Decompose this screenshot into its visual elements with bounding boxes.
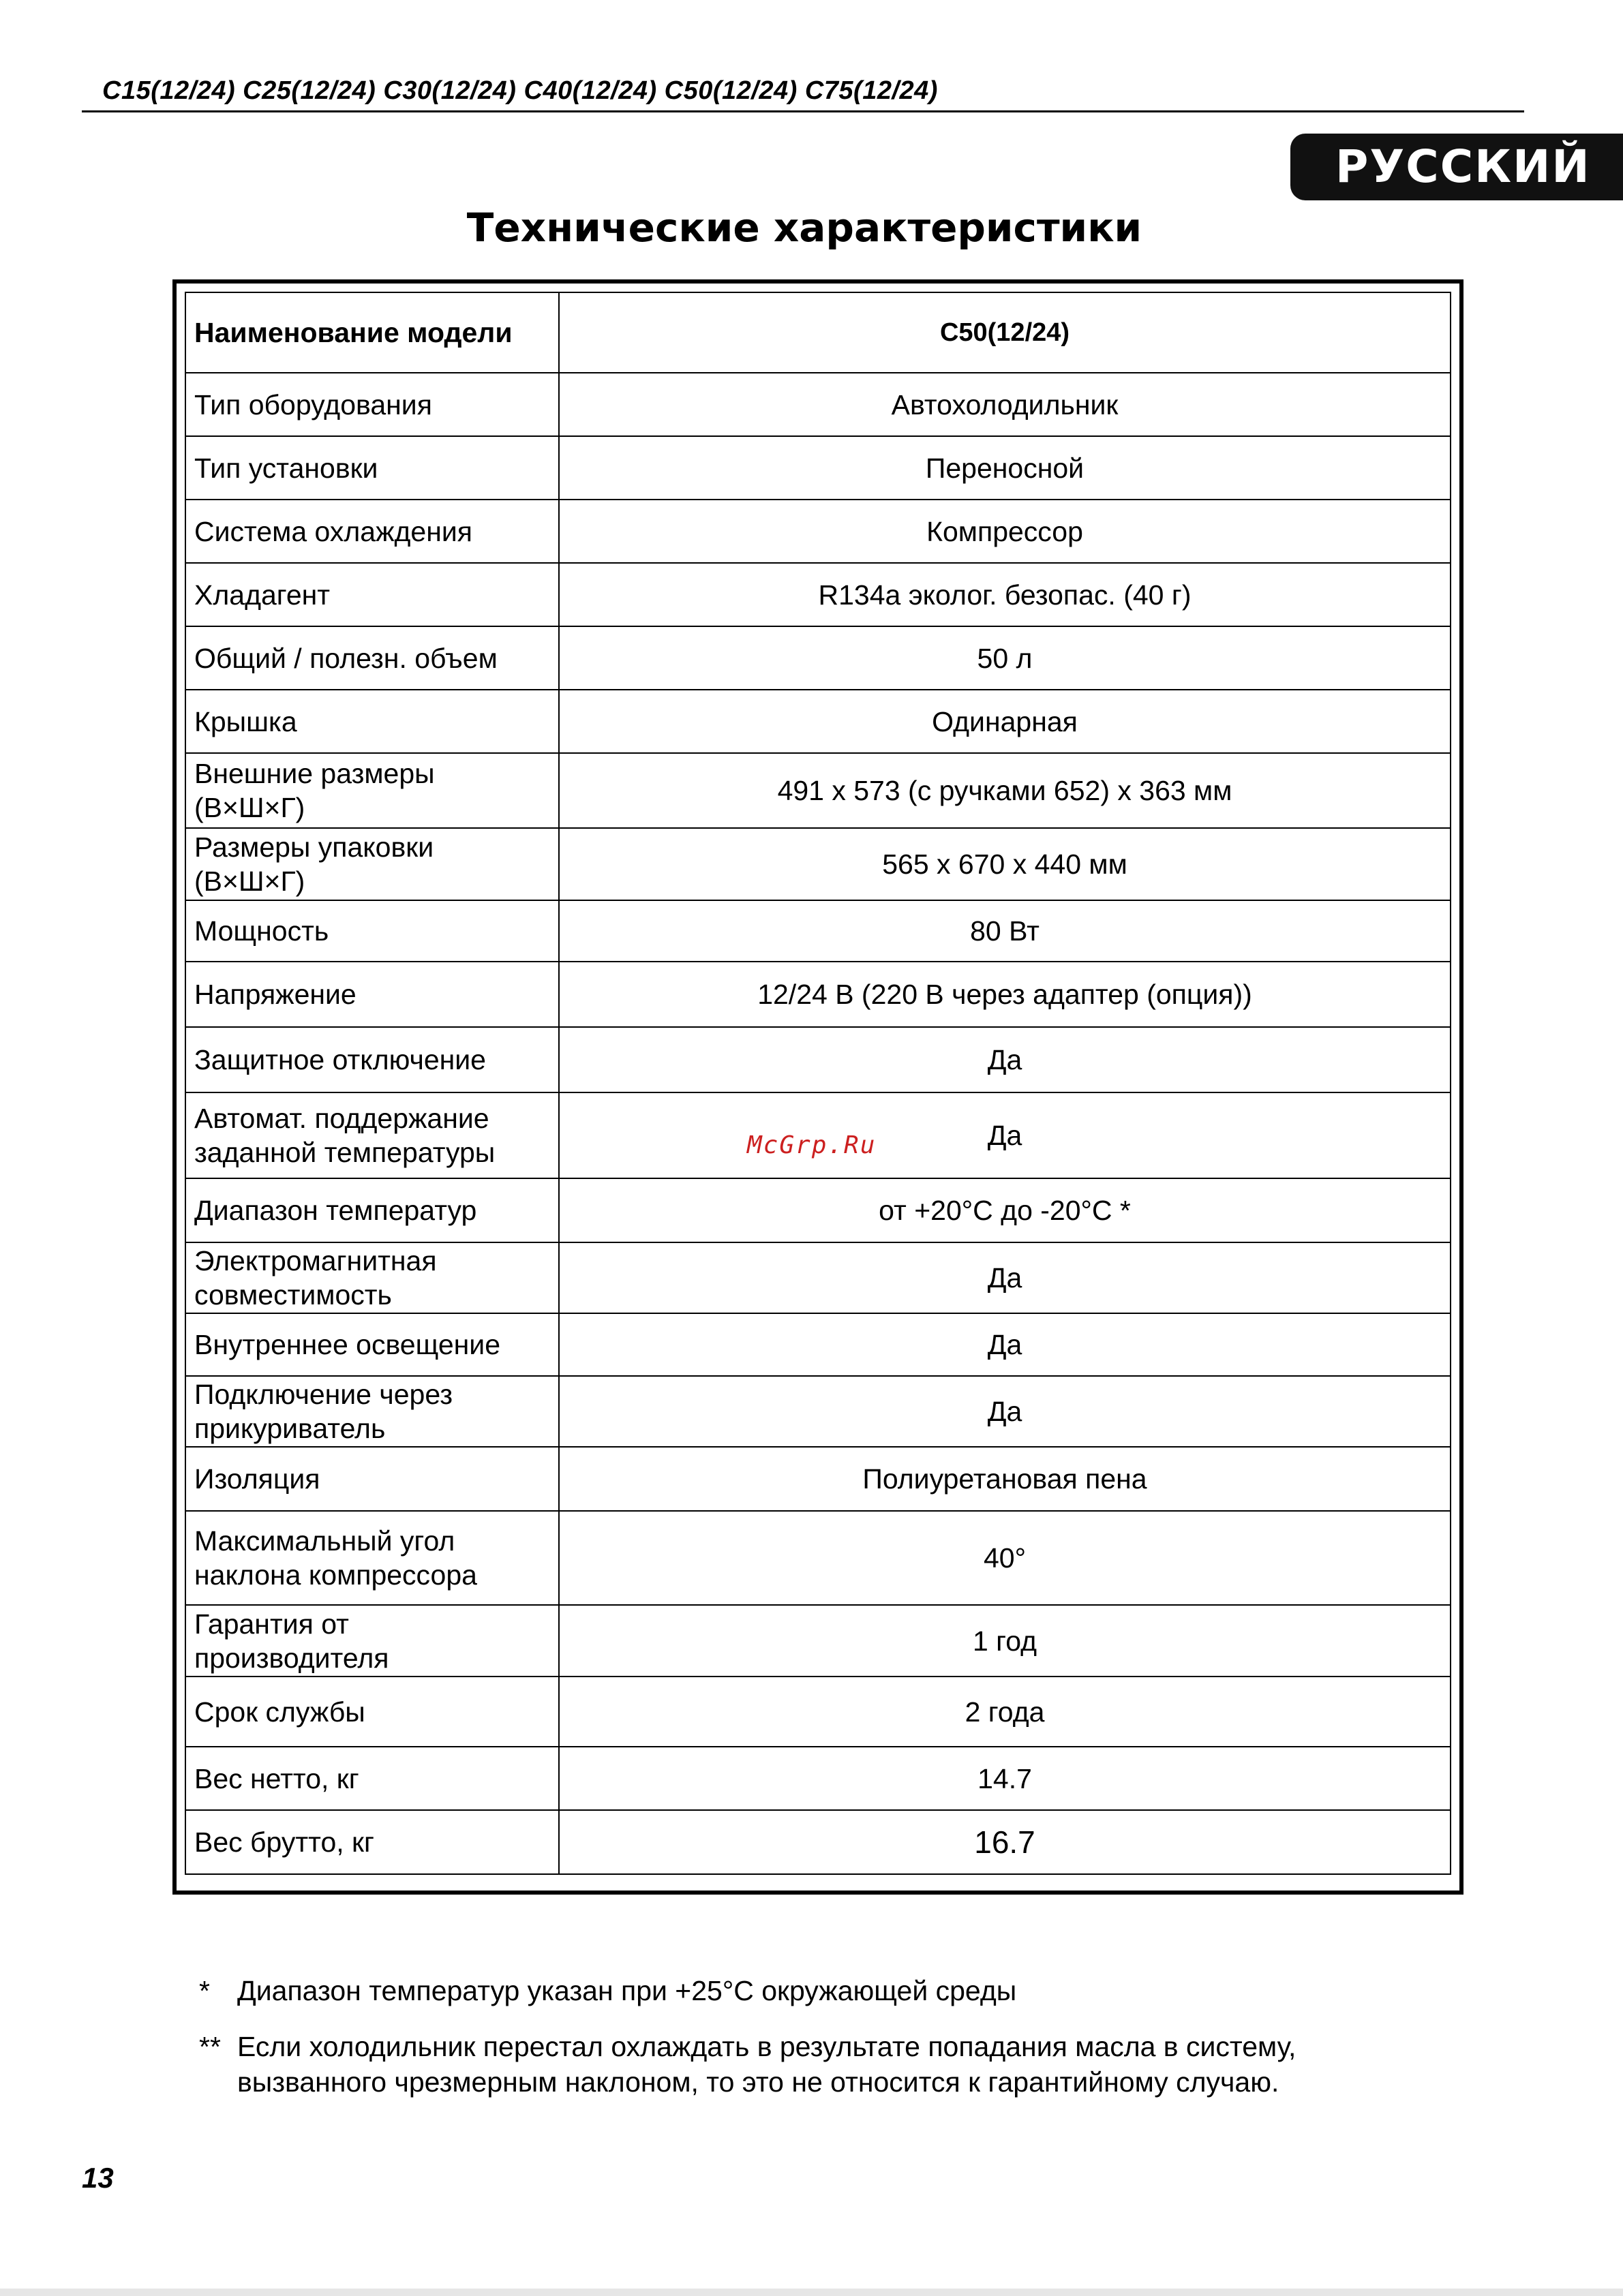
- spec-label: Тип оборудования: [185, 373, 559, 436]
- table-row: [185, 500, 1451, 563]
- table-row: [185, 1605, 1451, 1677]
- spec-value: Да: [559, 1313, 1451, 1376]
- specifications-table: [185, 292, 1451, 1875]
- spec-value: 16.7: [559, 1810, 1451, 1874]
- table-row: [185, 900, 1451, 962]
- table-row: [185, 753, 1451, 828]
- spec-label: Напряжение: [185, 962, 559, 1027]
- language-badge: РУССКИЙ: [1290, 134, 1623, 200]
- spec-label: Гарантия от производителя: [185, 1605, 559, 1677]
- spec-value: 565 x 670 x 440 мм: [559, 828, 1451, 900]
- spec-value: 12/24 В (220 В через адаптер (опция)): [559, 962, 1451, 1027]
- table-row: [185, 1511, 1451, 1605]
- table-row: [185, 828, 1451, 900]
- spec-value: R134a эколог. безопас. (40 г): [559, 563, 1451, 626]
- footnote-text: Если холодильник перестал охлаждать в результате попадания масла в систему, вызванного чрезмерным наклоном, то это не относится к гарантийному случаю.: [237, 2031, 1296, 2098]
- spec-label: Мощность: [185, 900, 559, 962]
- watermark: McGrp.Ru: [747, 1131, 877, 1159]
- header-label-cell: Наименование модели: [185, 292, 559, 373]
- footnote-text: Диапазон температур указан при +25°C окружающей среды: [237, 1975, 1017, 2006]
- table-row: [185, 1376, 1451, 1447]
- spec-value: Да: [559, 1092, 1451, 1178]
- spec-label: Система охлаждения: [185, 500, 559, 563]
- spec-value: 2 года: [559, 1677, 1451, 1747]
- page-number: 13: [82, 2162, 114, 2194]
- footnote-mark: *: [199, 1975, 210, 2006]
- spec-label: Диапазон температур: [185, 1178, 559, 1242]
- spec-value: Да: [559, 1027, 1451, 1092]
- spec-label: Вес брутто, кг: [185, 1810, 559, 1874]
- spec-value: Да: [559, 1376, 1451, 1447]
- table-row: [185, 1027, 1451, 1092]
- spec-value: Полиуретановая пена: [559, 1447, 1451, 1511]
- spec-label: Срок службы: [185, 1677, 559, 1747]
- spec-label: Автомат. поддержание заданной температуры: [185, 1092, 559, 1178]
- spec-label: Размеры упаковки (В×Ш×Г): [185, 828, 559, 900]
- table-row: [185, 563, 1451, 626]
- header-value-cell: C50(12/24): [559, 292, 1451, 373]
- table-row: [185, 1313, 1451, 1376]
- spec-label: Защитное отключение: [185, 1027, 559, 1092]
- spec-label: Подключение через прикуриватель: [185, 1376, 559, 1447]
- table-row: [185, 690, 1451, 753]
- spec-value: Да: [559, 1242, 1451, 1313]
- footnote-mark: **: [199, 2031, 221, 2062]
- table-header-row: [185, 292, 1451, 373]
- spec-value: Одинарная: [559, 690, 1451, 753]
- table-row: [185, 1810, 1451, 1874]
- footnote: [199, 1973, 1440, 2008]
- spec-value: 1 год: [559, 1605, 1451, 1677]
- spec-label: Вес нетто, кг: [185, 1747, 559, 1810]
- model-list-header: C15(12/24) C25(12/24) C30(12/24) C40(12/24) C50(12/24) C75(12/24): [102, 76, 938, 105]
- spec-value: 491 x 573 (с ручками 652) x 363 мм: [559, 753, 1451, 828]
- spec-value: Компрессор: [559, 500, 1451, 563]
- spec-label: Крышка: [185, 690, 559, 753]
- spec-label: Хладагент: [185, 563, 559, 626]
- header-divider: [82, 110, 1524, 112]
- table-row: [185, 962, 1451, 1027]
- spec-value: Переносной: [559, 436, 1451, 500]
- page-title: Технические характеристики: [466, 204, 1142, 251]
- table-row: [185, 436, 1451, 500]
- spec-label: Внешние размеры (В×Ш×Г): [185, 753, 559, 828]
- spec-label: Максимальный угол наклона компрессора: [185, 1511, 559, 1605]
- spec-value: 14.7: [559, 1747, 1451, 1810]
- spec-value: 50 л: [559, 626, 1451, 690]
- table-row: [185, 1447, 1451, 1511]
- footnote: [199, 2029, 1440, 2100]
- spec-value: 80 Вт: [559, 900, 1451, 962]
- table-row: [185, 1747, 1451, 1810]
- spec-label: Электромагнитная совместимость: [185, 1242, 559, 1313]
- spec-value: от +20°C до -20°C *: [559, 1178, 1451, 1242]
- spec-label: Изоляция: [185, 1447, 559, 1511]
- spec-value: 40°: [559, 1511, 1451, 1605]
- spec-value: Автохолодильник: [559, 373, 1451, 436]
- table-row: [185, 1242, 1451, 1313]
- spec-label: Тип установки: [185, 436, 559, 500]
- spec-label: Внутреннее освещение: [185, 1313, 559, 1376]
- bottom-edge-strip: [0, 2289, 1623, 2296]
- table-row: [185, 1677, 1451, 1747]
- spec-label: Общий / полезн. объем: [185, 626, 559, 690]
- table-row: [185, 1178, 1451, 1242]
- table-row: [185, 626, 1451, 690]
- footnotes: [199, 1973, 1440, 2120]
- table-row: [185, 373, 1451, 436]
